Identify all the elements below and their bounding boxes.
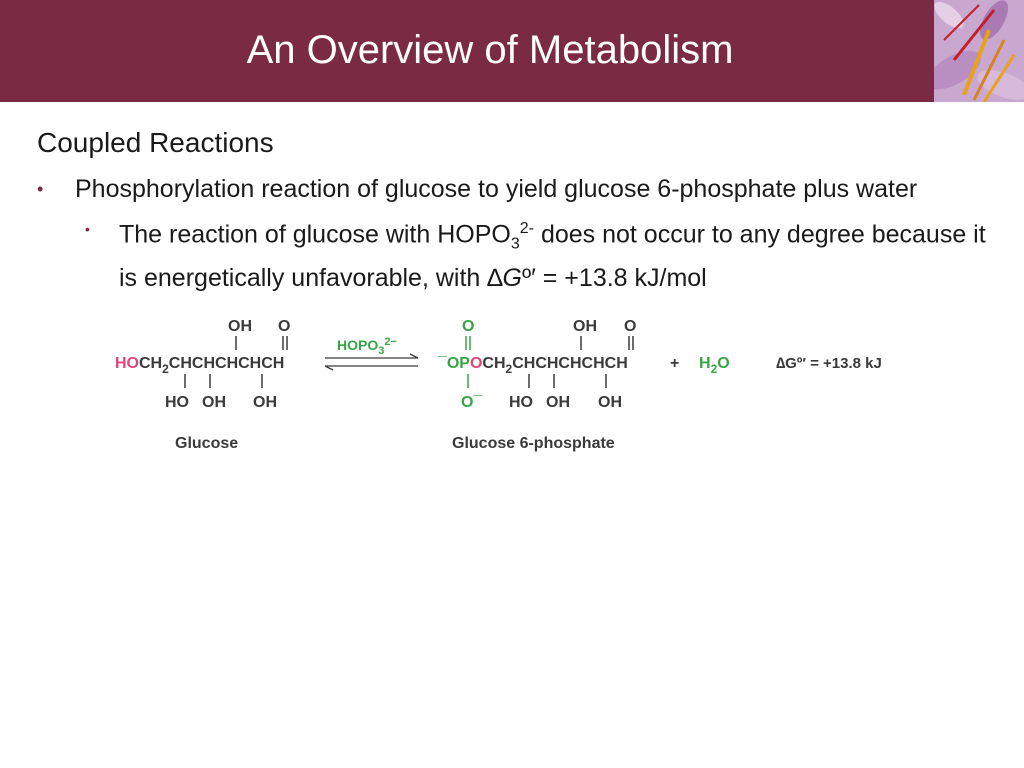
plus-sign: + xyxy=(670,355,680,372)
subscript: 3 xyxy=(510,235,520,253)
bullet2-text-part1: The reaction of glucose with HOPO xyxy=(119,220,511,249)
svg-text:OH: OH xyxy=(228,318,252,335)
svg-text:HO: HO xyxy=(509,394,533,411)
bullet-level2 xyxy=(85,212,997,295)
delta-g-value: ∆Gº′ = +13.8 kJ xyxy=(776,355,882,372)
bullet-level1 xyxy=(37,172,997,206)
svg-text:O: O xyxy=(462,318,475,335)
bullet2-text-part2: does not occur to any degree because it is energetically unfavorable, with xyxy=(119,220,986,293)
slide-content xyxy=(37,126,997,295)
bullet2-text-part3: º′ = +13.8 kJ/mol xyxy=(522,264,707,293)
water-label: $H_2O$ xyxy=(699,355,730,376)
svg-text:OH: OH xyxy=(573,318,597,335)
section-heading: Coupled Reactions xyxy=(37,127,274,158)
slide-title: An Overview of Metabolism xyxy=(246,28,734,72)
svg-text:OH: OH xyxy=(546,394,570,411)
g-symbol: G xyxy=(502,264,522,293)
svg-text:HO: HO xyxy=(165,394,189,411)
svg-text:O: O xyxy=(624,318,637,335)
glucose-label: Glucose xyxy=(175,435,239,452)
reagent-label: $HOPO_3^{2-}$ xyxy=(337,336,397,357)
superscript: 2- xyxy=(519,220,534,237)
reaction-scheme xyxy=(110,312,940,462)
delta-symbol: ∆ xyxy=(487,264,503,293)
glucose6p-label: Glucose 6-phosphate xyxy=(452,435,615,452)
title-bar xyxy=(0,0,1024,102)
svg-text:¯OPOCH2CHCHCHCHCH: $¯OPOCH_2CHCHCHCHCH$ xyxy=(438,355,628,376)
saffron-flower-image xyxy=(934,0,1024,102)
svg-text:OH: OH xyxy=(202,394,226,411)
svg-text:OH: OH xyxy=(598,394,622,411)
svg-text:O¯: O¯ xyxy=(461,394,483,411)
flower-icon xyxy=(934,0,1024,102)
bullet-icon: • xyxy=(85,221,90,237)
svg-text:O: O xyxy=(278,318,291,335)
bullet-icon: • xyxy=(37,179,44,199)
svg-text:OH: OH xyxy=(253,394,277,411)
svg-text:HOCH2CHCHCHCHCH: $HOCH_2CHCHCHCHCH$ xyxy=(115,355,285,376)
bullet1-text: Phosphorylation reaction of glucose to yield glucose 6-phosphate plus water xyxy=(75,175,918,203)
